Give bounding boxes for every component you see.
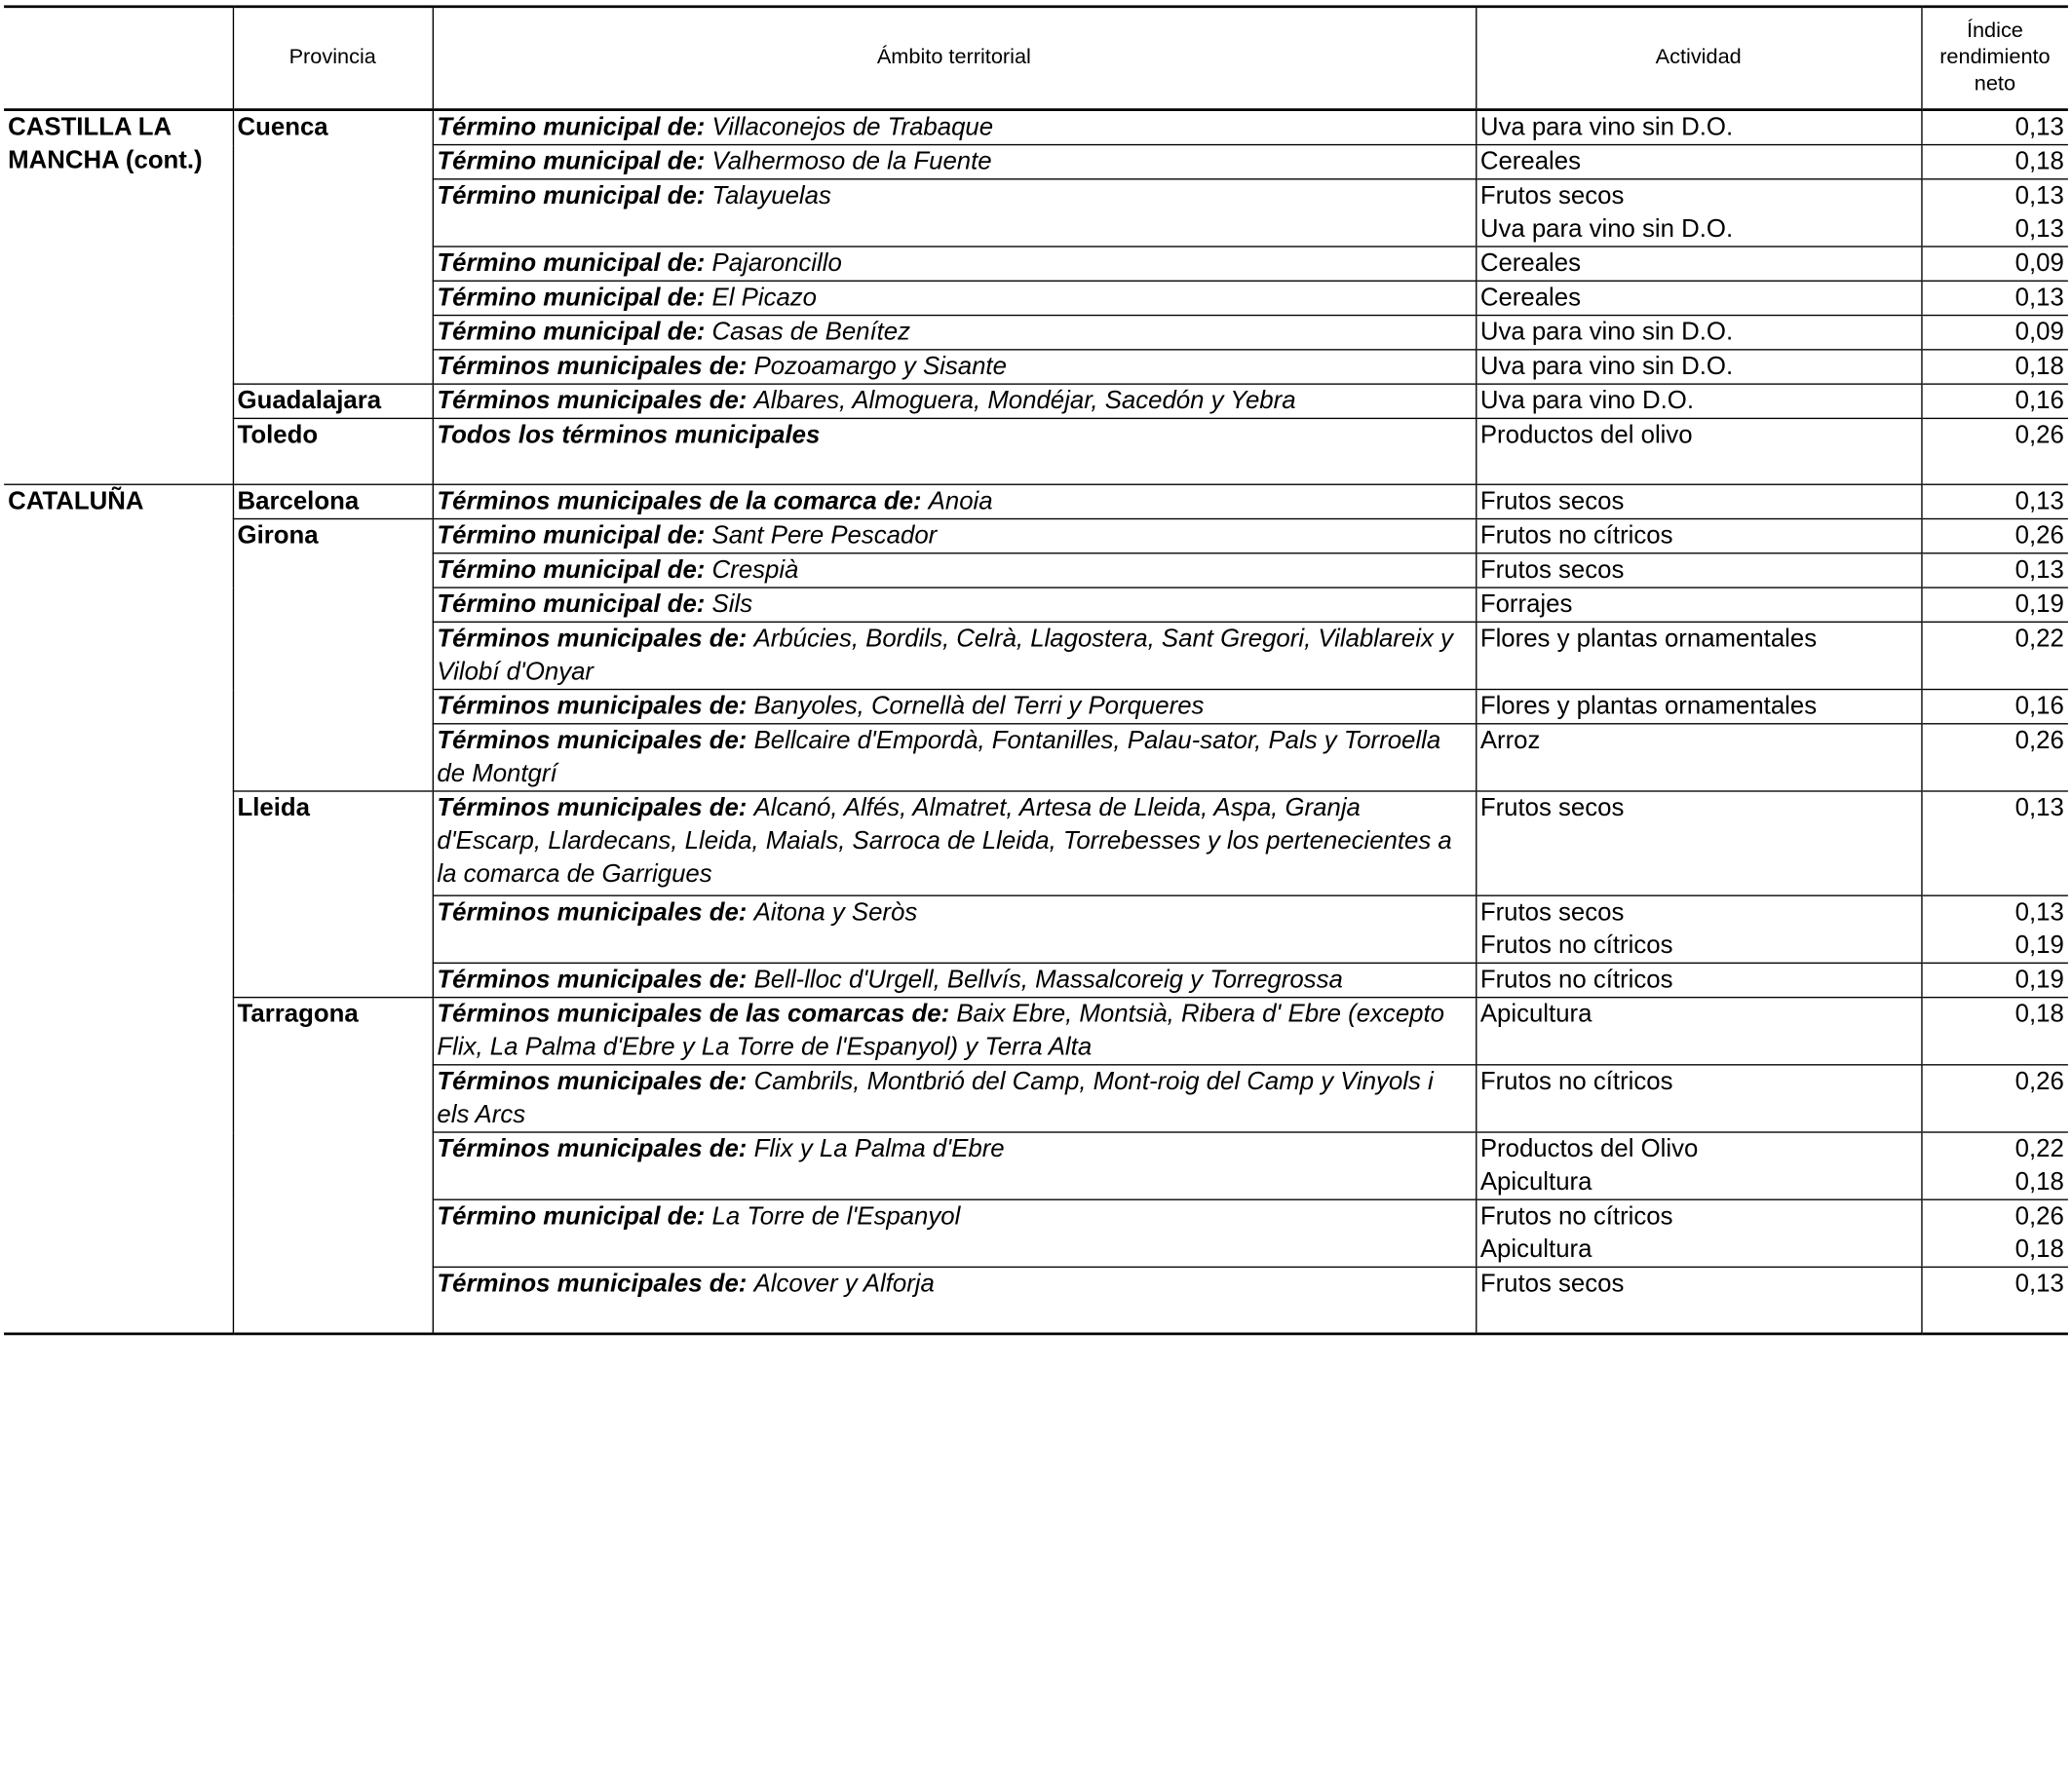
ambito-label: Términos municipales de: [437,1270,748,1299]
actividad-value: Frutos secos [1479,487,1625,516]
indice-cell [1921,1065,2068,1132]
indice-value: 0,26 [2014,521,2064,551]
actividad-cell [1476,1267,1921,1333]
actividad-cell [1476,1199,1921,1267]
header-indice-line: neto [1974,72,2016,95]
indice-value: 0,19 [2014,931,2064,960]
actividad-value: Apicultura [1479,1001,1592,1029]
ambito-cell [433,724,1476,791]
actividad-value: Frutos no cítricos [1479,931,1673,960]
actividad-value: Flores y plantas ornamentales [1479,692,1818,721]
actividad-cell [1476,484,1921,518]
ambito-label: Término municipal de: [437,182,706,210]
indice-cell [1921,690,2068,724]
indice-value: 0,19 [2014,590,2064,619]
actividad-cell [1476,179,1921,247]
indice-value: 0,18 [2014,1235,2064,1265]
indice-cell [1921,247,2068,281]
ambito-label: Términos municipales de: [437,625,748,654]
indice-value: 0,16 [2014,692,2064,721]
ambito-cell [433,622,1476,689]
ambito-cell [433,1267,1476,1333]
ambito-cell [433,281,1476,315]
indice-cell [1921,1199,2068,1267]
table-row [4,418,2068,484]
ambito-label: Término municipal de: [437,249,706,278]
actividad-value: Frutos secos [1479,182,1625,210]
indice-cell [1921,110,2068,145]
yield-index-table [4,5,2068,1334]
ambito-cell [433,384,1476,418]
indice-cell [1921,724,2068,791]
actividad-value: Frutos no cítricos [1479,1068,1673,1096]
header-indice-line: Índice [1966,19,2023,43]
actividad-value: Uva para vino sin D.O. [1479,353,1734,381]
ambito-value: Baix Ebre, Montsià, Ribera d' Ebre (excepto Flix, La Palma d'Ebre y La Torre de l'Espanyol) y Terra Alta [437,1001,1445,1062]
ambito-label: Términos municipales de: [437,387,748,416]
ambito-cell [433,350,1476,384]
ambito-label: Término municipal de: [437,1202,706,1232]
ambito-label: Términos municipales de: [437,1068,748,1096]
ambito-label: Término municipal de: [437,521,706,551]
actividad-value: Arroz [1479,727,1541,755]
table-row [4,791,2068,895]
ambito-label: Término municipal de: [437,284,706,313]
ambito-label: Término municipal de: [437,147,706,176]
header-indice [1921,7,2068,110]
indice-cell [1921,484,2068,518]
actividad-cell [1476,622,1921,689]
indice-value: 0,13 [2014,113,2064,142]
indice-value: 0,18 [2014,147,2064,176]
actividad-cell [1476,998,1921,1065]
indice-value: 0,22 [2014,1135,2064,1163]
ambito-value: Albares, Almoguera, Mondéjar, Sacedón y Yebra [753,387,1296,416]
indice-cell [1921,350,2068,384]
ambito-value: Arbúcies, Bordils, Celrà, Llagostera, Sant Gregori, Vilablareix y Vilobí d'Onyar [437,625,1453,687]
actividad-cell [1476,553,1921,588]
actividad-cell [1476,791,1921,895]
actividad-cell [1476,384,1921,418]
actividad-cell [1476,1065,1921,1132]
ambito-cell [433,1132,1476,1199]
actividad-value: Frutos secos [1479,898,1625,928]
indice-cell [1921,179,2068,247]
indice-value: 0,22 [2014,625,2064,654]
actividad-cell [1476,724,1921,791]
region-cell: CASTILLA LA MANCHA (cont.) [4,110,233,485]
indice-cell [1921,895,2068,963]
ambito-cell [433,418,1476,484]
ambito-value: La Torre de l'Espanyol [711,1202,961,1232]
indice-value: 0,16 [2014,387,2064,416]
indice-value: 0,26 [2014,1068,2064,1096]
actividad-value: Apicultura [1479,1168,1592,1197]
actividad-cell [1476,895,1921,963]
province-cell: Tarragona [233,998,433,1334]
province-cell: Cuenca [233,110,433,385]
actividad-value: Frutos secos [1479,794,1625,822]
indice-cell [1921,519,2068,553]
ambito-label: Término municipal de: [437,590,706,619]
header-row [4,7,2068,110]
ambito-cell [433,1199,1476,1267]
indice-cell [1921,791,2068,895]
actividad-value: Productos del olivo [1479,421,1693,450]
indice-cell [1921,316,2068,350]
actividad-value: Uva para vino D.O. [1479,387,1695,416]
header-indice-line: rendimiento [1939,46,2051,69]
actividad-cell [1476,690,1921,724]
indice-cell [1921,1132,2068,1199]
indice-cell [1921,553,2068,588]
indice-value: 0,09 [2014,249,2064,278]
ambito-value: Bell-lloc d'Urgell, Bellvís, Massalcoreig y Torregrossa [753,966,1343,995]
ambito-label: Término municipal de: [437,556,706,585]
ambito-label: Todos los términos municipales [437,421,821,450]
ambito-value: Pozoamargo y Sisante [753,353,1007,381]
ambito-cell [433,316,1476,350]
ambito-cell [433,998,1476,1065]
ambito-value: Villaconejos de Trabaque [711,113,994,142]
indice-value: 0,13 [2014,898,2064,928]
indice-value: 0,13 [2014,1270,2064,1299]
province-cell: Barcelona [233,484,433,518]
province-cell: Lleida [233,791,433,998]
indice-value: 0,19 [2014,966,2064,995]
indice-value: 0,18 [2014,1168,2064,1197]
ambito-cell [433,791,1476,895]
ambito-cell [433,519,1476,553]
indice-value: 0,18 [2014,1001,2064,1029]
actividad-value: Uva para vino sin D.O. [1479,318,1734,347]
ambito-value: El Picazo [711,284,818,313]
actividad-value: Uva para vino sin D.O. [1479,113,1734,142]
actividad-cell [1476,247,1921,281]
header-region [4,7,233,110]
ambito-cell [433,145,1476,179]
table-row [4,384,2068,418]
ambito-value: Banyoles, Cornellà del Terri y Porqueres [753,692,1205,721]
province-cell: Guadalajara [233,384,433,418]
ambito-value: Pajaroncillo [711,249,842,278]
ambito-value: Aitona y Seròs [753,898,918,928]
region-cell: CATALUÑA [4,484,233,1333]
indice-value: 0,26 [2014,727,2064,755]
ambito-cell [433,690,1476,724]
indice-cell [1921,384,2068,418]
ambito-value: Crespià [711,556,799,585]
actividad-cell [1476,519,1921,553]
province-cell: Toledo [233,418,433,484]
ambito-cell [433,588,1476,622]
ambito-value: Alcanó, Alfés, Almatret, Artesa de Lleida, Aspa, Granja d'Escarp, Llardecans, Lleida, Maials, Sarroca de Lleida, Torrebesses y los pertenecientes a la comarca de Garrigues [437,794,1452,889]
ambito-label: Términos municipales de: [437,794,748,822]
ambito-value: Flix y La Palma d'Ebre [753,1135,1005,1163]
actividad-value: Cereales [1479,249,1581,278]
actividad-value: Uva para vino sin D.O. [1479,215,1734,244]
indice-cell [1921,145,2068,179]
actividad-value: Frutos no cítricos [1479,966,1673,995]
indice-value: 0,13 [2014,794,2064,822]
ambito-label: Términos municipales de: [437,1135,748,1163]
indice-cell [1921,588,2068,622]
actividad-value: Apicultura [1479,1235,1592,1265]
table-row [4,484,2068,518]
ambito-label: Términos municipales de las comarcas de: [437,1001,950,1029]
actividad-cell [1476,963,1921,997]
actividad-value: Cereales [1479,147,1581,176]
actividad-value: Frutos no cítricos [1479,1202,1673,1232]
ambito-cell [433,1065,1476,1132]
indice-cell [1921,998,2068,1065]
ambito-cell [433,553,1476,588]
ambito-value: Alcover y Alforja [753,1270,935,1299]
indice-value: 0,26 [2014,1202,2064,1232]
actividad-cell [1476,350,1921,384]
ambito-label: Términos municipales de: [437,727,748,755]
ambito-value: Anoia [928,487,993,516]
indice-cell [1921,963,2068,997]
actividad-cell [1476,145,1921,179]
indice-value: 0,26 [2014,421,2064,450]
indice-cell [1921,1267,2068,1333]
header-actividad: Actividad [1476,7,1921,110]
ambito-value: Sant Pere Pescador [711,521,938,551]
indice-value: 0,13 [2014,487,2064,516]
actividad-value: Cereales [1479,284,1581,313]
actividad-value: Frutos no cítricos [1479,521,1673,551]
actividad-value: Frutos secos [1479,556,1625,585]
actividad-value: Productos del Olivo [1479,1135,1699,1163]
indice-cell [1921,281,2068,315]
ambito-label: Término municipal de: [437,318,706,347]
header-provincia: Provincia [233,7,433,110]
table-row [4,998,2068,1065]
indice-cell [1921,622,2068,689]
header-ambito: Ámbito territorial [433,7,1476,110]
indice-cell [1921,418,2068,484]
province-cell: Girona [233,519,433,791]
indice-value: 0,18 [2014,353,2064,381]
ambito-cell [433,963,1476,997]
ambito-value: Cambrils, Montbrió del Camp, Mont-roig del Camp y Vinyols i els Arcs [437,1068,1434,1129]
ambito-cell [433,247,1476,281]
actividad-value: Forrajes [1479,590,1573,619]
table-row [4,519,2068,553]
table-row [4,110,2068,145]
actividad-cell [1476,418,1921,484]
actividad-cell [1476,588,1921,622]
ambito-cell [433,179,1476,247]
ambito-label: Término municipal de: [437,113,706,142]
actividad-cell [1476,316,1921,350]
actividad-cell [1476,281,1921,315]
indice-value: 0,13 [2014,215,2064,244]
actividad-value: Flores y plantas ornamentales [1479,625,1818,654]
ambito-value: Bellcaire d'Empordà, Fontanilles, Palau-sator, Pals y Torroella de Montgrí [437,727,1441,788]
ambito-value: Talayuelas [711,182,831,210]
actividad-cell [1476,110,1921,145]
ambito-cell [433,110,1476,145]
ambito-label: Términos municipales de: [437,898,748,928]
indice-value: 0,09 [2014,318,2064,347]
ambito-label: Términos municipales de: [437,353,748,381]
indice-value: 0,13 [2014,556,2064,585]
ambito-value: Sils [711,590,753,619]
ambito-value: Valhermoso de la Fuente [711,147,992,176]
ambito-label: Términos municipales de la comarca de: [437,487,922,516]
ambito-label: Términos municipales de: [437,966,748,995]
actividad-value: Frutos secos [1479,1270,1625,1299]
actividad-cell [1476,1132,1921,1199]
ambito-cell [433,895,1476,963]
ambito-value: Casas de Benítez [711,318,911,347]
indice-value: 0,13 [2014,284,2064,313]
ambito-label: Términos municipales de: [437,692,748,721]
ambito-cell [433,484,1476,518]
indice-value: 0,13 [2014,182,2064,210]
